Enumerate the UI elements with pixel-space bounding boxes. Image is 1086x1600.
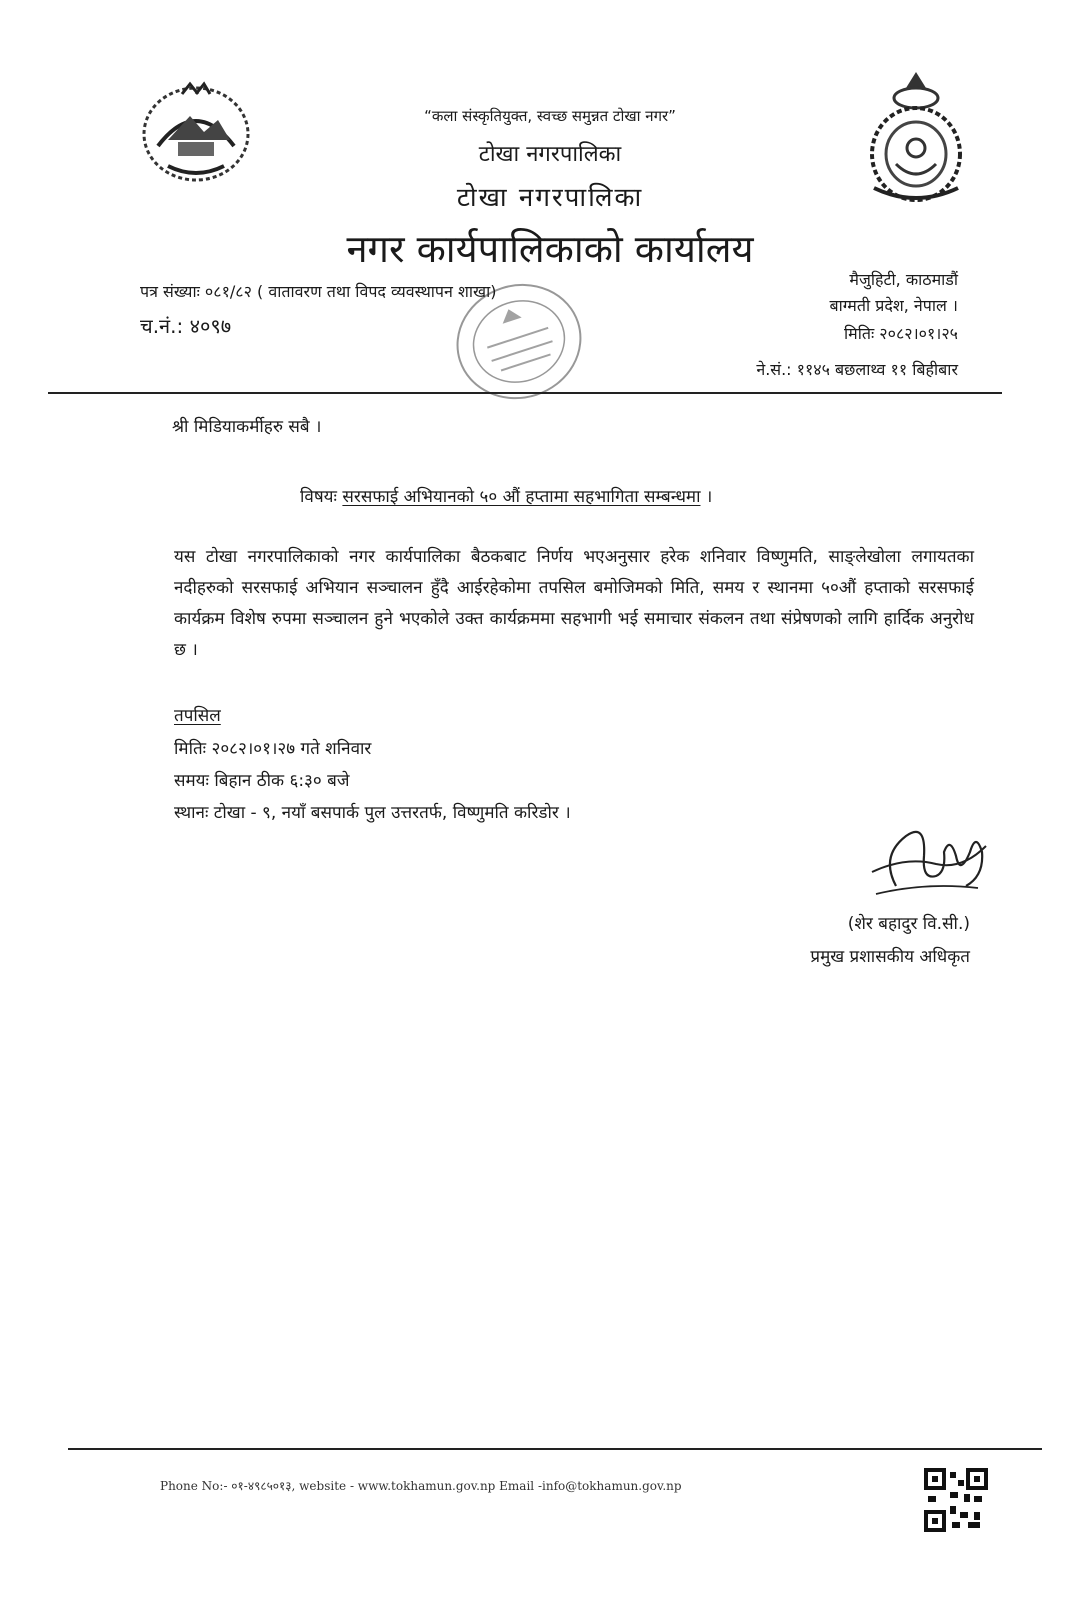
body-paragraph: यस टोखा नगरपालिकाको नगर कार्यपालिका बैठकबाट निर्णय भएअनुसार हरेक शनिवार विष्णुमति, साङ्लेखोला लगायतका नदीहरुको सरसफाई अभियान सञ्चालन हुँदै आईरहेकोमा तपसिल बमोजिमको मिति, समय र स्थानमा ५०औं हप्ताको सरसफाई कार्यक्रम विशेष रुपमा सञ्चालन हुने भएकोले उक्त कार्यक्रममा सहभागी भई समाचार संकलन तथा संप्रेषणको लागि हार्दिक अनुरोध छ । <box>174 547 974 660</box>
nepal-sambat-date: ने.सं.: ११४५ बछलाथ्व ११ बिहीबार <box>756 360 958 379</box>
subject-text: सरसफाई अभियानको ५० औं हप्तामा सहभागिता सम्बन्धमा <box>342 487 701 507</box>
signatory-name: (शेर बहादुर वि.सी.) <box>847 914 970 934</box>
letter-date: मितिः २०८२।०१।२५ <box>844 324 958 343</box>
letter-number: पत्र संख्याः ०८१/८२ ( वातावरण तथा विपद व्यवस्थापन शाखा) <box>140 282 497 301</box>
handwritten-signature <box>866 816 996 906</box>
footer-divider <box>68 1448 1042 1450</box>
recipient: श्री मिडियाकर्मीहरु सबै । <box>172 417 322 437</box>
municipality-name: टोखा नगरपालिका <box>478 142 622 167</box>
event-place: स्थानः टोखा - ९, नयाँ बसपार्क पुल उत्तरतर्फ, विष्णुमति करिडोर । <box>174 803 571 823</box>
event-date: मितिः २०८२।०१।२७ गते शनिवार <box>174 739 372 759</box>
address-line-1: मैजुहिटी, काठमाडौं <box>849 270 958 289</box>
dispatch-number: च.नं.: ४०९७ <box>140 314 232 338</box>
event-time: समयः बिहान ठीक ६:३० बजे <box>174 771 350 791</box>
details-heading: तपसिल <box>174 706 221 726</box>
signatory-title: प्रमुख प्रशासकीय अधिकृत <box>810 947 970 967</box>
subject-line <box>300 484 712 507</box>
nepal-emblem-logo <box>138 76 254 186</box>
subject-suffix: । <box>700 487 713 507</box>
footer-contact: Phone No:- ०१-४९८५०१३, website - www.tokhamun.gov.np Email -info@tokhamun.gov.np <box>160 1479 682 1493</box>
municipality-name-script: टोखा नगरपालिका <box>456 183 644 213</box>
slogan: “कला संस्कृतियुक्त, स्वच्छ समुन्नत टोखा नगर” <box>424 107 676 125</box>
municipality-logo <box>860 68 972 208</box>
address-line-2: बाग्मती प्रदेश, नेपाल । <box>829 296 958 315</box>
header-divider <box>48 392 1002 394</box>
qr-code-icon <box>924 1468 988 1532</box>
office-title: नगर कार्यपालिकाको कार्यालय <box>346 227 754 271</box>
subject-label: विषयः <box>300 487 337 507</box>
